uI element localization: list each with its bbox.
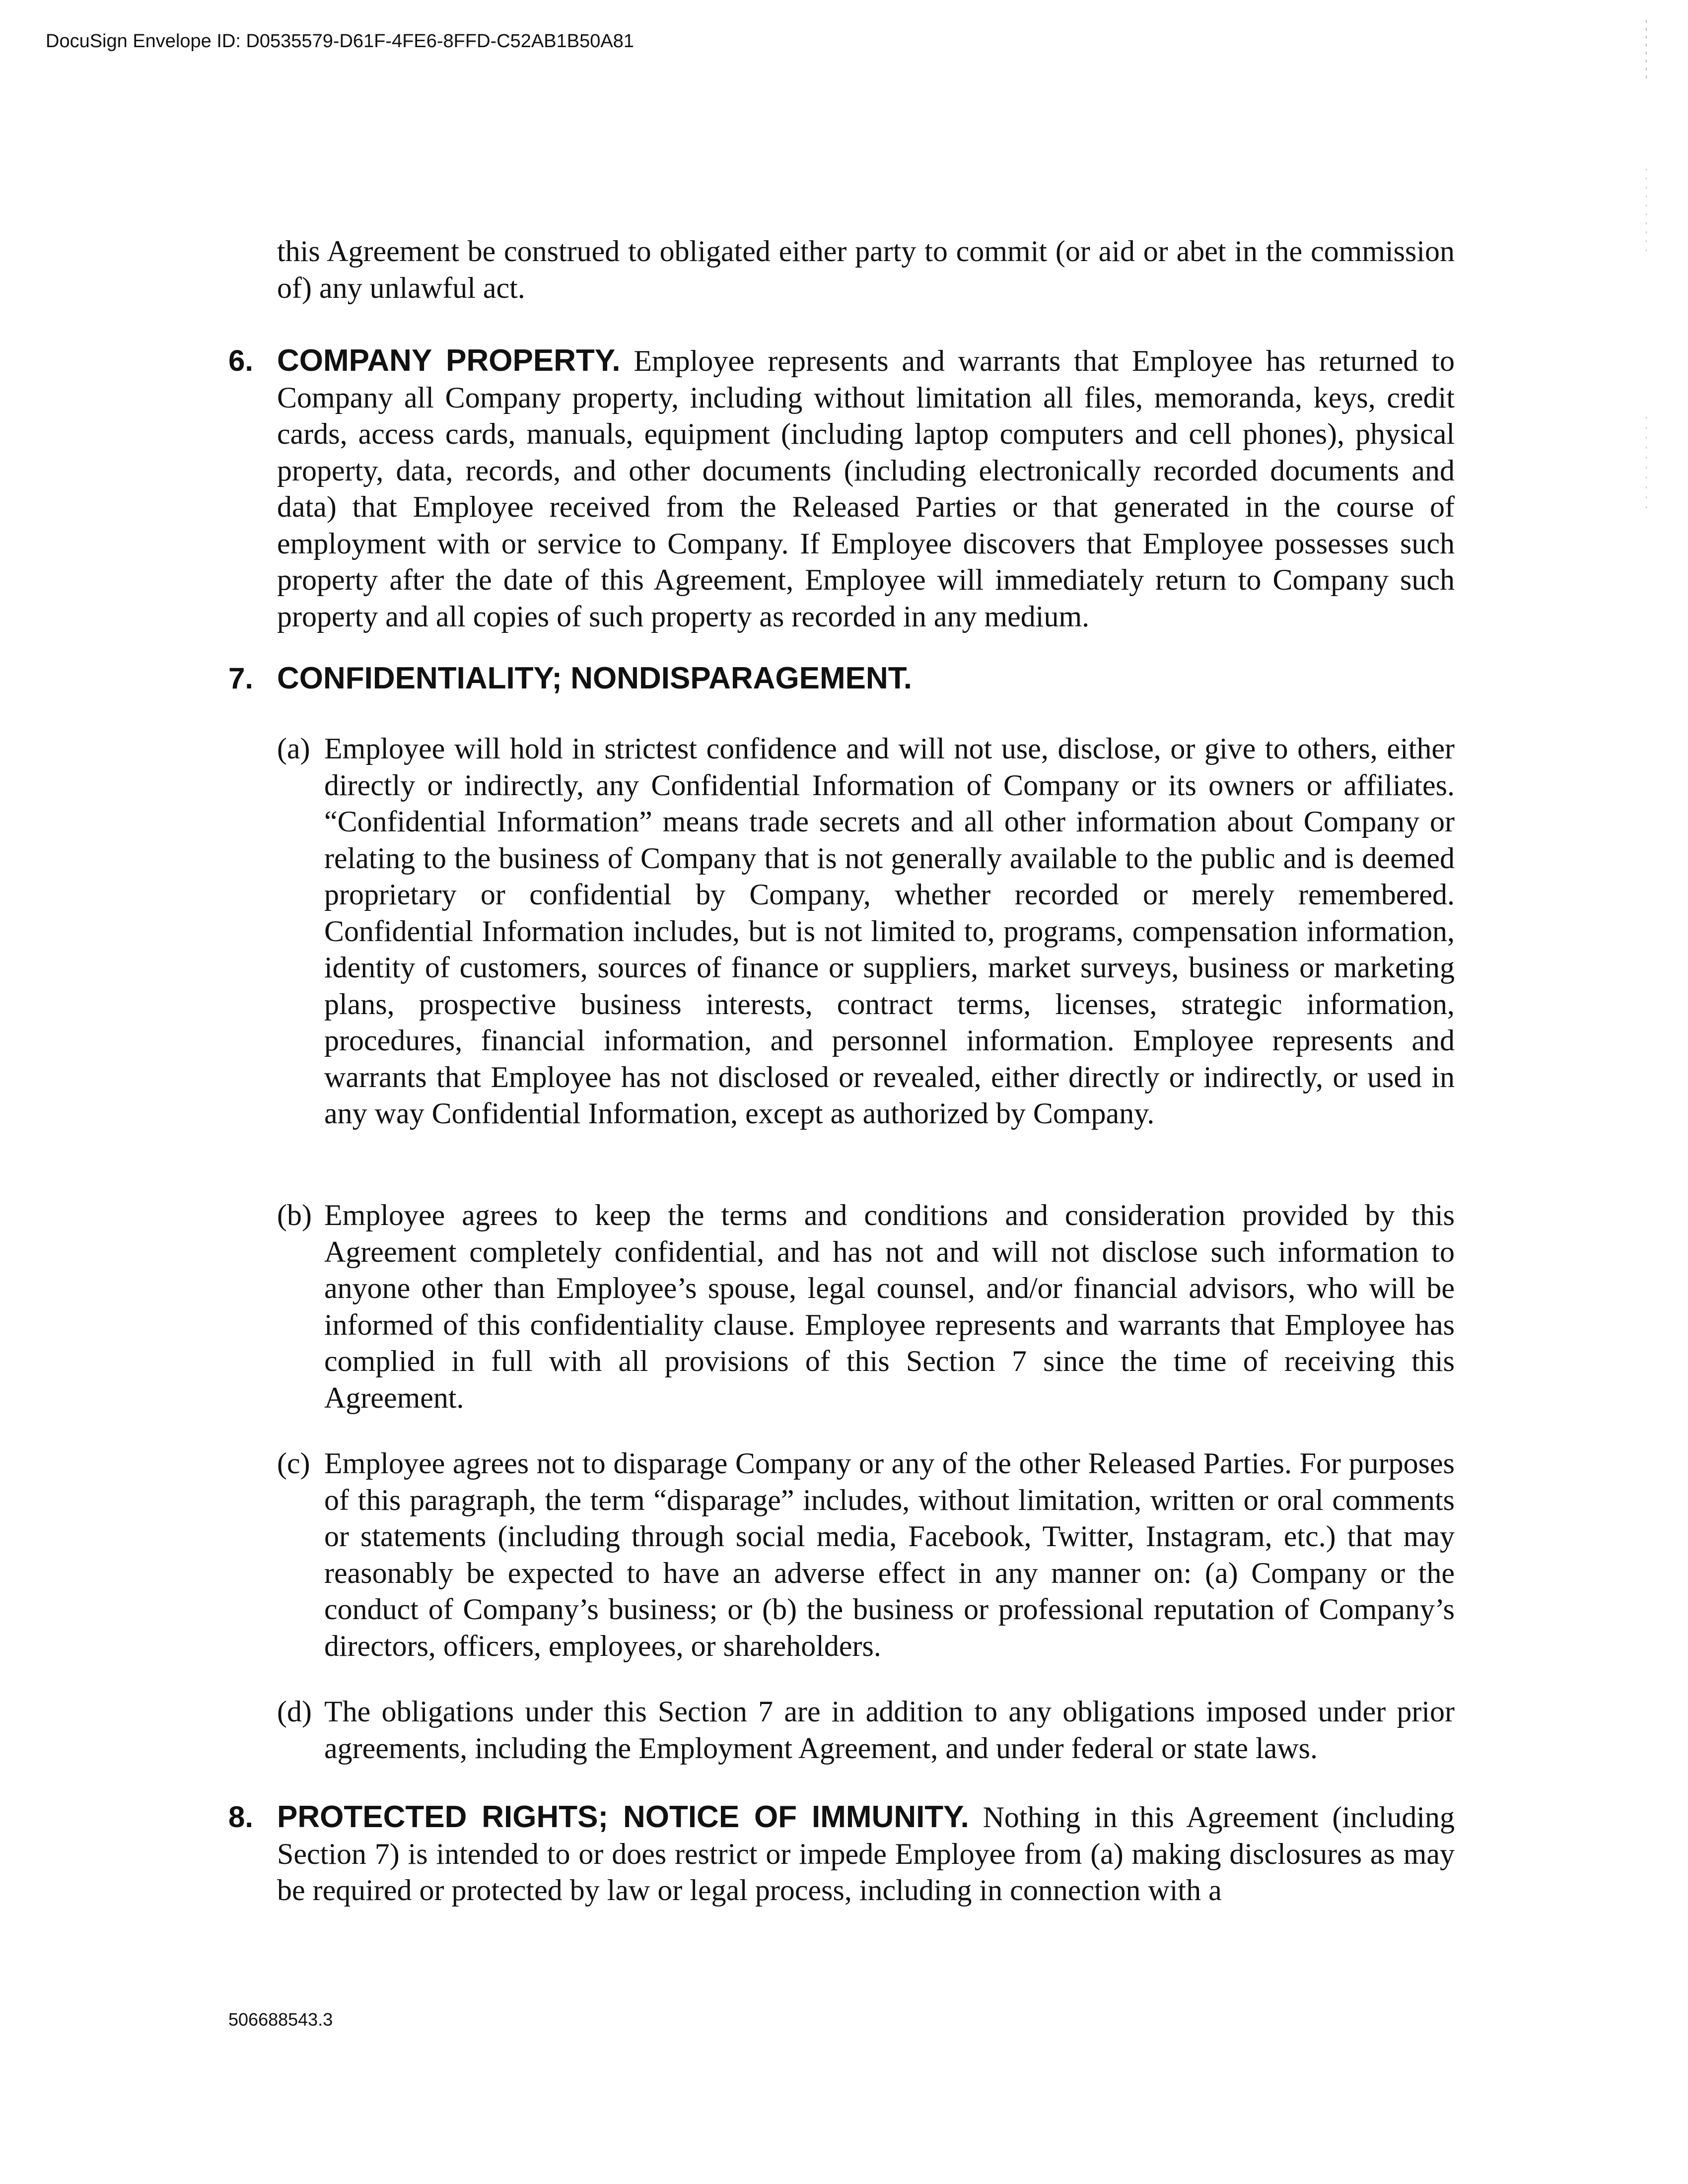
subsection-text: Employee agrees to keep the terms and conditions and consideration provided by this Agreement completely confidential, and has not and will not disclose such information to anyone other than Employee’s spouse, legal counsel, and/or financial advisors, who will be informed of this confidentiality clause. Employee represents and warrants that Employee has complied in full with all provisions of this Section 7 since the time of receiving this Agreement.	[324, 1199, 1455, 1414]
envelope-id: DocuSign Envelope ID: D0535579-D61F-4FE6-8FFD-C52AB1B50A81	[46, 31, 634, 52]
subsection-label: (c)	[277, 1447, 310, 1480]
scan-edge-marks	[1643, 20, 1649, 566]
subsection-label: (b)	[277, 1199, 312, 1231]
subsection-text: Employee agrees not to disparage Company or any of the other Released Parties. For purposes of this paragraph, the term “disparage” includes, without limitation, written or oral comments or statements (including through social media, Facebook, Twitter, Instagram, etc.) that may reasonably be expected to have an adverse effect in any manner on: (a) Company or the conduct of Company’s business; or (b) the business or professional reputation of Company’s directors, officers, employees, or shareholders.	[324, 1447, 1455, 1662]
section-7	[228, 660, 1455, 697]
section-6	[228, 342, 1455, 635]
section-7c	[277, 1445, 1455, 1664]
subsection-text: The obligations under this Section 7 are in addition to any obligations imposed under prior agreements, including the Employment Agreement, and under federal or state laws.	[324, 1695, 1455, 1765]
section-7-body	[277, 660, 1455, 697]
section-heading: CONFIDENTIALITY; NONDISPARAGEMENT.	[277, 661, 913, 695]
section-8	[228, 1799, 1455, 1909]
section-7d	[277, 1694, 1455, 1767]
section-7b	[277, 1197, 1455, 1416]
subsection-text: Employee will hold in strictest confidence and will not use, disclose, or give to others, either directly or indirectly, any Confidential Information of Company or its owners or affiliates. “Confidential Information” means trade secrets and all other information about Company or relating to the business of Company that is not generally available to the public and is deemed proprietary or confidential by Company, whether recorded or merely remembered. Confidential Information includes, but is not limited to, programs, compensation information, identity of customers, sources of finance or suppliers, market surveys, business or marketing plans, prospective business interests, contract terms, licenses, strategic information, procedures, financial information, and personnel information. Employee represents and warrants that Employee has not disclosed or revealed, either directly or indirectly, or used in any way Confidential Information, except as authorized by Company.	[324, 732, 1455, 1130]
section-text: Employee represents and warrants that Employee has returned to Company all Company property, including without limitation all files, memoranda, keys, credit cards, access cards, manuals, equipment (including laptop computers and cell phones), physical property, data, records, and other documents (including electronically recorded documents and data) that Employee received from the Released Parties or that generated in the course of employment with or service to Company. If Employee discovers that Employee possesses such property after the date of this Agreement, Employee will immediately return to Company such property and all copies of such property as recorded in any medium.	[277, 344, 1455, 633]
section-number: 8.	[228, 1800, 254, 1834]
continuation-paragraph: this Agreement be construed to obligated either party to commit (or aid or abet in the commission of) any unlawful act.	[277, 235, 1455, 304]
section-text: Nothing in this Agreement (including Section 7) is intended to or does restrict or impede Employee from (a) making disclosures as may be required or protected by law or legal process, including in connection with a	[277, 1801, 1455, 1907]
section-6-body	[277, 342, 1455, 635]
section-number: 6.	[228, 344, 254, 377]
subsection-label: (a)	[277, 732, 310, 765]
section-number: 7.	[228, 662, 254, 695]
subsection-label: (d)	[277, 1695, 312, 1728]
document-number: 506688543.3	[228, 2009, 333, 2030]
section-heading: COMPANY PROPERTY.	[277, 343, 621, 378]
section-8-body	[277, 1799, 1455, 1909]
section-7a	[277, 731, 1455, 1132]
section-heading: PROTECTED RIGHTS; NOTICE OF IMMUNITY.	[277, 1800, 969, 1834]
